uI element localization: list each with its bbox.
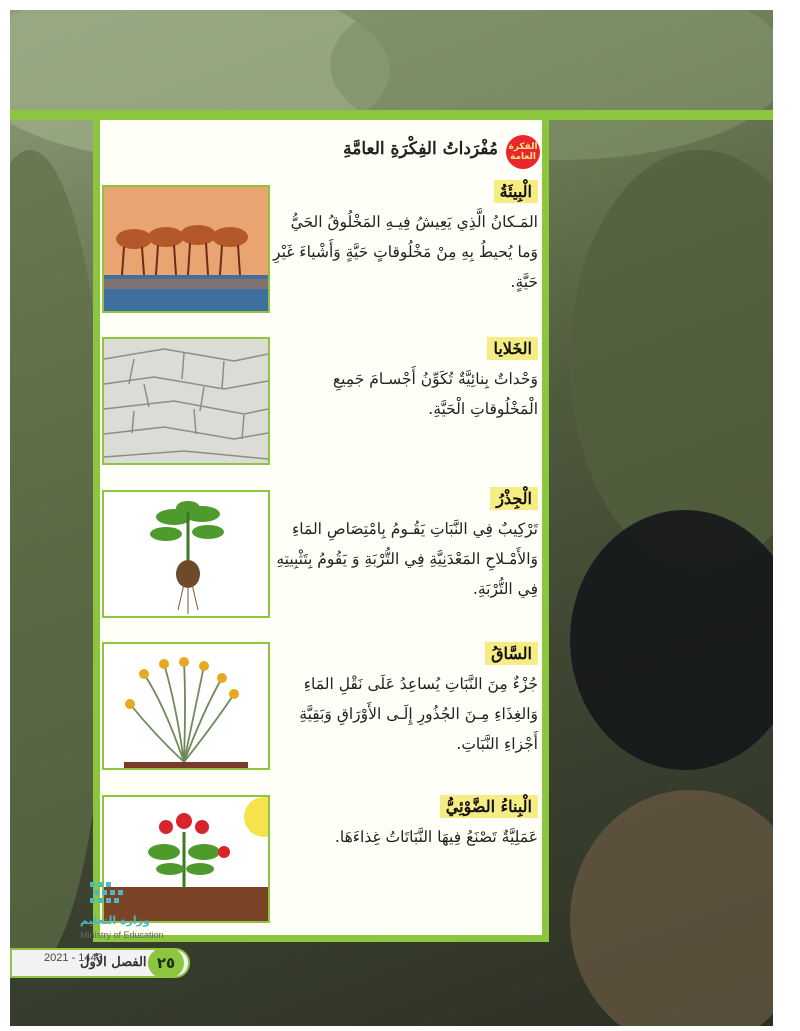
edition-year: 2021 - 1443 — [44, 952, 103, 964]
definition-environment: المَـكانُ الَّذِي يَعِيشُ فِيـهِ المَخْلُوقُ الحَيُّ وَما يُحيطُ بِهِ مِنْ مَخْلُوقاتٍ حَيَّةٍ وَأَشْياءَ غَيْرِ حَيَّةٍ. — [273, 213, 538, 291]
page-title: مُفْرَداتُ الفِكْرَةِ العامَّةِ — [343, 139, 498, 159]
definition-cells: وَحْداتٌ بِنائِيَّةٌ تُكَوِّنُ أَجْسـامَ جَمِيعِ الْمَخْلُوقاتِ الْحَيَّةِ. — [332, 370, 538, 418]
ministry-name-ar: وزارة التعليم — [80, 914, 150, 927]
badge-line-1: الفكرة — [508, 142, 538, 152]
ministry-name-en: Ministry of Education — [80, 930, 164, 940]
main-idea-badge — [506, 135, 540, 169]
term-photosynthesis: الْبِناءُ الضَّوْئِيُّ — [440, 795, 538, 818]
chapter-label: الفصل الأول — [80, 955, 147, 970]
stem-plant-image — [102, 642, 270, 770]
entry-stem — [272, 642, 538, 759]
entry-cells — [272, 337, 538, 424]
definition-photosynthesis: عَمَلِيَّةٌ تَصْنَعُ فِيهَا النَّبَاتَاتُ غِذاءَهَا. — [334, 828, 538, 846]
ministry-emblem-icon — [88, 880, 126, 910]
page-number: ٢٥ — [148, 948, 184, 978]
term-cells: الخَلايا — [487, 337, 538, 360]
badge-line-2: العامة — [510, 152, 536, 162]
entry-root — [272, 487, 538, 604]
cells-image — [102, 337, 270, 465]
entry-photosynthesis — [272, 795, 538, 852]
entry-environment — [272, 180, 538, 297]
antelopes-image — [102, 185, 270, 313]
photosynthesis-image — [102, 795, 270, 923]
term-environment: الْبِيئَةُ — [494, 180, 538, 203]
definition-root: تَرْكِيبٌ فِي النَّبَاتِ يَقُـومُ بِامْتِصَاصِ المَاءِ وَالأَمْـلاحِ المَعْدَنِيَّةِ فِي التُّرْبَةِ وَ يَقُومُ بِتَثْبِيتِهِ فِي التُّرْبَةِ. — [276, 520, 538, 598]
term-stem: السَّاقُ — [485, 642, 538, 665]
top-accent-bar — [10, 110, 773, 120]
section-header — [300, 135, 540, 167]
definition-stem: جُزْءٌ مِنَ النَّبَاتِ يُساعِدُ عَلَى نَقْلِ المَاءِ وَالغِذَاءِ مِـنَ الجُذُورِ إِلَـى الأَوْرَاقِ وَبَقِيَّةِ أَجْزاءِ النَّبَاتِ. — [299, 675, 538, 753]
root-plant-image — [102, 490, 270, 618]
term-root: الْجِذْرُ — [490, 487, 538, 510]
